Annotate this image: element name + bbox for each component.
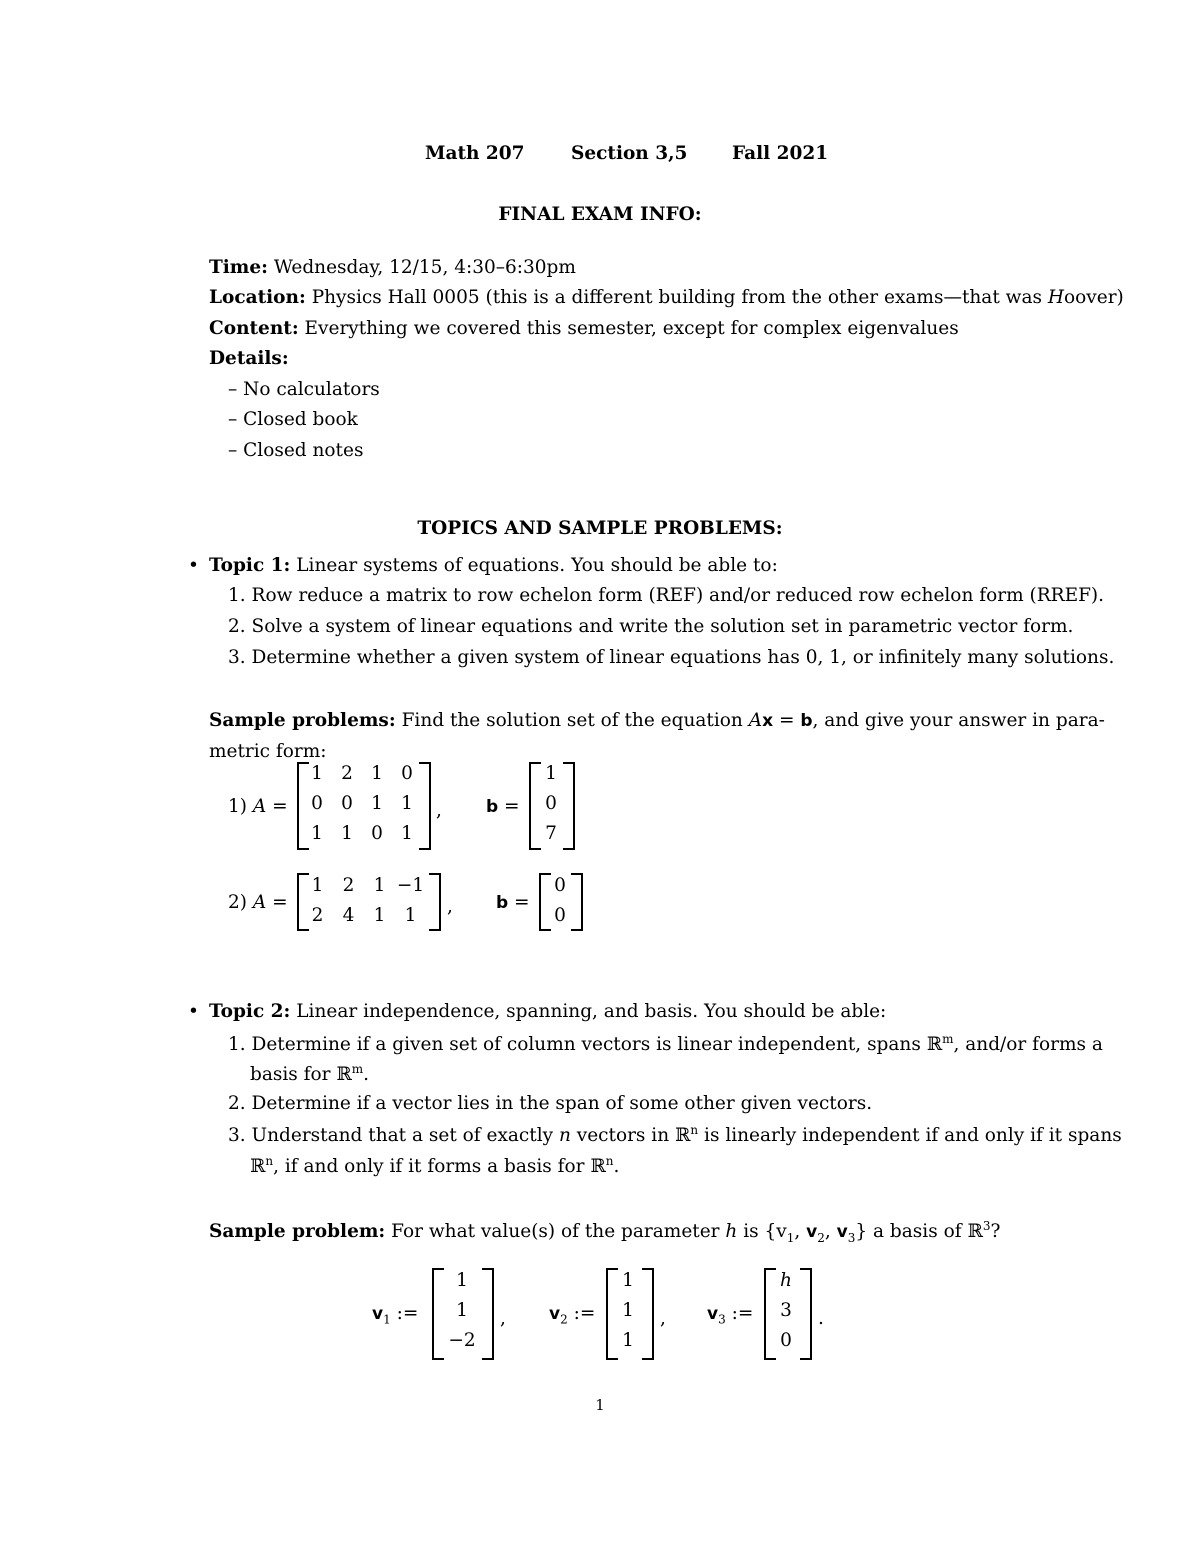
- topic1-item: 1. Row reduce a matrix to row echelon form (REF) and/or reduced row echelon form (RREF).: [228, 585, 1105, 606]
- p1-b-sym: b: [486, 797, 499, 817]
- v1-label: $v_1$ :=: [372, 1303, 419, 1327]
- content-line: [209, 318, 959, 339]
- vector-entry: 1: [622, 1330, 634, 1351]
- matrix-entry: 2: [342, 875, 355, 896]
- v3-label: $v_3$ :=: [707, 1303, 754, 1327]
- t2-i1sup: m: [942, 1032, 954, 1046]
- topic1-item: 3. Determine whether a given system of linear equations has 0, 1, or infinitely many solutions.: [228, 647, 1115, 668]
- sample-text: Find the solution set of the equation: [401, 710, 743, 731]
- vector-entry: 1: [456, 1270, 468, 1291]
- v2-sub: 2: [560, 1312, 568, 1327]
- sample-text-2: , and give your answer in para-: [812, 710, 1105, 731]
- sub-1: 1: [786, 1230, 795, 1245]
- t2-i3esup: n: [605, 1154, 614, 1168]
- page-number: 1: [595, 1396, 605, 1414]
- period: .: [818, 1308, 824, 1329]
- v3-lbl-sym: v: [707, 1304, 719, 1324]
- location-line: [209, 287, 1124, 308]
- matrix-entry: 1: [371, 763, 383, 784]
- topic2-sample-line: Sample problem: For what value(s) of the parameter h is {$v_1$, $v_2$, $v_3$} a basis of ℝ$^3$?: [209, 1219, 1001, 1245]
- problem2-label: 2) A =: [228, 892, 288, 913]
- t2-i3e: , if and only if it forms a basis for ℝ: [273, 1156, 606, 1178]
- matrix-entry: 2: [311, 905, 324, 926]
- eq-b: b: [800, 711, 813, 731]
- t2-sup: 3: [982, 1219, 991, 1233]
- topic1-sample-cont: metric form:: [209, 741, 327, 762]
- location-value: Physics Hall 0005 (this is a different building from the other exams—that was: [311, 287, 1048, 308]
- t2-i3dsup: n: [265, 1154, 274, 1168]
- comma: ,: [436, 800, 442, 821]
- comma: ,: [660, 1308, 666, 1329]
- detail-item: – Closed book: [228, 409, 358, 430]
- topic2-item: [228, 1123, 1122, 1146]
- matrix-entry: 1: [311, 875, 324, 896]
- sub-2: 2: [817, 1230, 825, 1245]
- topic1-label: Topic 1:: [209, 555, 291, 576]
- t2-i1d: .: [363, 1064, 370, 1086]
- detail-item: – No calculators: [228, 379, 380, 400]
- p2-b-sym: b: [496, 893, 509, 913]
- time-line: [209, 257, 576, 278]
- t2-st-d: ?: [990, 1221, 1001, 1243]
- v3-sym: v: [836, 1222, 848, 1243]
- location-italic: H: [1047, 287, 1065, 308]
- details-label: Details:: [209, 348, 289, 369]
- t2-i3n: n: [558, 1125, 571, 1147]
- t2-i3sup: n: [690, 1123, 699, 1137]
- vector-entry: 3: [780, 1300, 792, 1321]
- t2-h: h: [725, 1221, 738, 1243]
- content-label: Content:: [209, 318, 299, 339]
- topic2-item-cont: [250, 1154, 619, 1177]
- t2-i3a: 3. Understand that a set of exactly: [228, 1125, 559, 1147]
- time-label: Time:: [209, 257, 268, 278]
- matrix-entry: 1: [404, 905, 417, 926]
- topic2-item: 2. Determine if a vector lies in the span of some other given vectors.: [228, 1093, 873, 1114]
- sub-3: 3: [847, 1230, 856, 1245]
- topic2-intro: Linear independence, spanning, and basis. You should be able:: [296, 1001, 887, 1022]
- t2-i3c: is linearly independent if and only if it spans: [698, 1125, 1122, 1147]
- comma: ,: [500, 1308, 506, 1329]
- topic2-line: [209, 1001, 886, 1022]
- matrix-entry: 1: [311, 763, 323, 784]
- topic1-intro: Linear systems of equations. You should be able to:: [296, 555, 778, 576]
- detail-item: – Closed notes: [228, 440, 364, 461]
- p2-num: 2): [228, 892, 247, 913]
- matrix-entry: 0: [341, 793, 353, 814]
- p1-A: A: [252, 796, 267, 817]
- matrix-entry: 1: [311, 823, 323, 844]
- vector-entry: 1: [622, 1300, 634, 1321]
- t2-i3d: ℝ: [250, 1156, 266, 1178]
- topic2-item: [228, 1032, 1103, 1055]
- t2-st-c: } a basis of ℝ: [855, 1221, 983, 1243]
- p2-b-label: b =: [496, 892, 530, 913]
- vector-entry: 0: [545, 793, 557, 814]
- v2-sym: v: [806, 1222, 818, 1243]
- topic2-bullet: •: [188, 1001, 199, 1022]
- v3-sub: 3: [718, 1312, 726, 1327]
- location-label: Location:: [209, 287, 306, 308]
- matrix-entry: 0: [401, 763, 413, 784]
- matrix-entry: 1: [341, 823, 353, 844]
- matrix-entry: 4: [342, 905, 355, 926]
- p2-A: A: [252, 892, 267, 913]
- v2-label: $v_2$ :=: [549, 1303, 596, 1327]
- matrix-entry: −1: [396, 875, 425, 896]
- topic1-item: 2. Solve a system of linear equations and write the solution set in parametric vector form.: [228, 616, 1074, 637]
- t2-i1csup: m: [351, 1062, 364, 1076]
- sample-problems-label: Sample problems:: [209, 710, 396, 731]
- vector-entry: 1: [456, 1300, 468, 1321]
- course-name: Math 207: [425, 143, 525, 164]
- t2-i3f: .: [613, 1156, 620, 1178]
- vector-entry: 7: [545, 823, 557, 844]
- eq-x: x: [762, 711, 774, 731]
- topics-heading: TOPICS AND SAMPLE PROBLEMS:: [417, 518, 783, 539]
- term: Fall 2021: [732, 143, 829, 164]
- sample-problem-label: Sample problem:: [209, 1221, 386, 1243]
- matrix-entry: 0: [311, 793, 323, 814]
- vector-entry: h: [780, 1270, 792, 1291]
- t2-i3b: vectors in ℝ: [570, 1125, 691, 1147]
- vector-entry: 0: [554, 905, 566, 926]
- section-number: Section 3,5: [571, 143, 688, 164]
- t2-i1a: 1. Determine if a given set of column vectors is linear independent, spans ℝ: [228, 1034, 943, 1056]
- content-value: Everything we covered this semester, except for complex eigenvalues: [304, 318, 959, 339]
- topic1-bullet: •: [188, 555, 199, 576]
- t2-i1b: , and/or forms a: [953, 1034, 1103, 1056]
- topic1-sample-line: Sample problems: Find the solution set of the equation Ax = b, and give your answer in para-: [209, 710, 1105, 731]
- vector-entry: 1: [622, 1270, 634, 1291]
- matrix-entry: 1: [373, 905, 386, 926]
- vector-entry: −2: [448, 1330, 476, 1351]
- final-exam-heading: FINAL EXAM INFO:: [498, 204, 702, 225]
- topic1-line: [209, 555, 778, 576]
- t2-st-b: is {v: [743, 1221, 787, 1243]
- location-value-end: oover): [1064, 287, 1124, 308]
- matrix-entry: 2: [341, 763, 353, 784]
- comma: ,: [447, 896, 453, 917]
- t2-st-a: For what value(s) of the parameter: [391, 1221, 720, 1243]
- matrix-entry: 1: [401, 823, 413, 844]
- vector-entry: 0: [780, 1330, 792, 1351]
- vector-entry: 0: [554, 875, 566, 896]
- eq-A: A: [748, 710, 763, 731]
- p1-b-label: b =: [486, 796, 520, 817]
- vector-entry: 1: [545, 763, 557, 784]
- t2-i1c: basis for ℝ: [250, 1064, 352, 1086]
- p1-num: 1): [228, 796, 247, 817]
- matrix-entry: 1: [373, 875, 386, 896]
- matrix-entry: 1: [401, 793, 413, 814]
- matrix-entry: 0: [371, 823, 383, 844]
- topic2-label: Topic 2:: [209, 1001, 291, 1022]
- v1-sub: 1: [383, 1312, 391, 1327]
- topic2-item-cont: [250, 1062, 369, 1085]
- v1-sym: v: [372, 1304, 384, 1324]
- time-value: Wednesday, 12/15, 4:30–6:30pm: [273, 257, 576, 278]
- v2-lbl-sym: v: [549, 1304, 561, 1324]
- matrix-entry: 1: [371, 793, 383, 814]
- problem1-label: 1) A =: [228, 796, 288, 817]
